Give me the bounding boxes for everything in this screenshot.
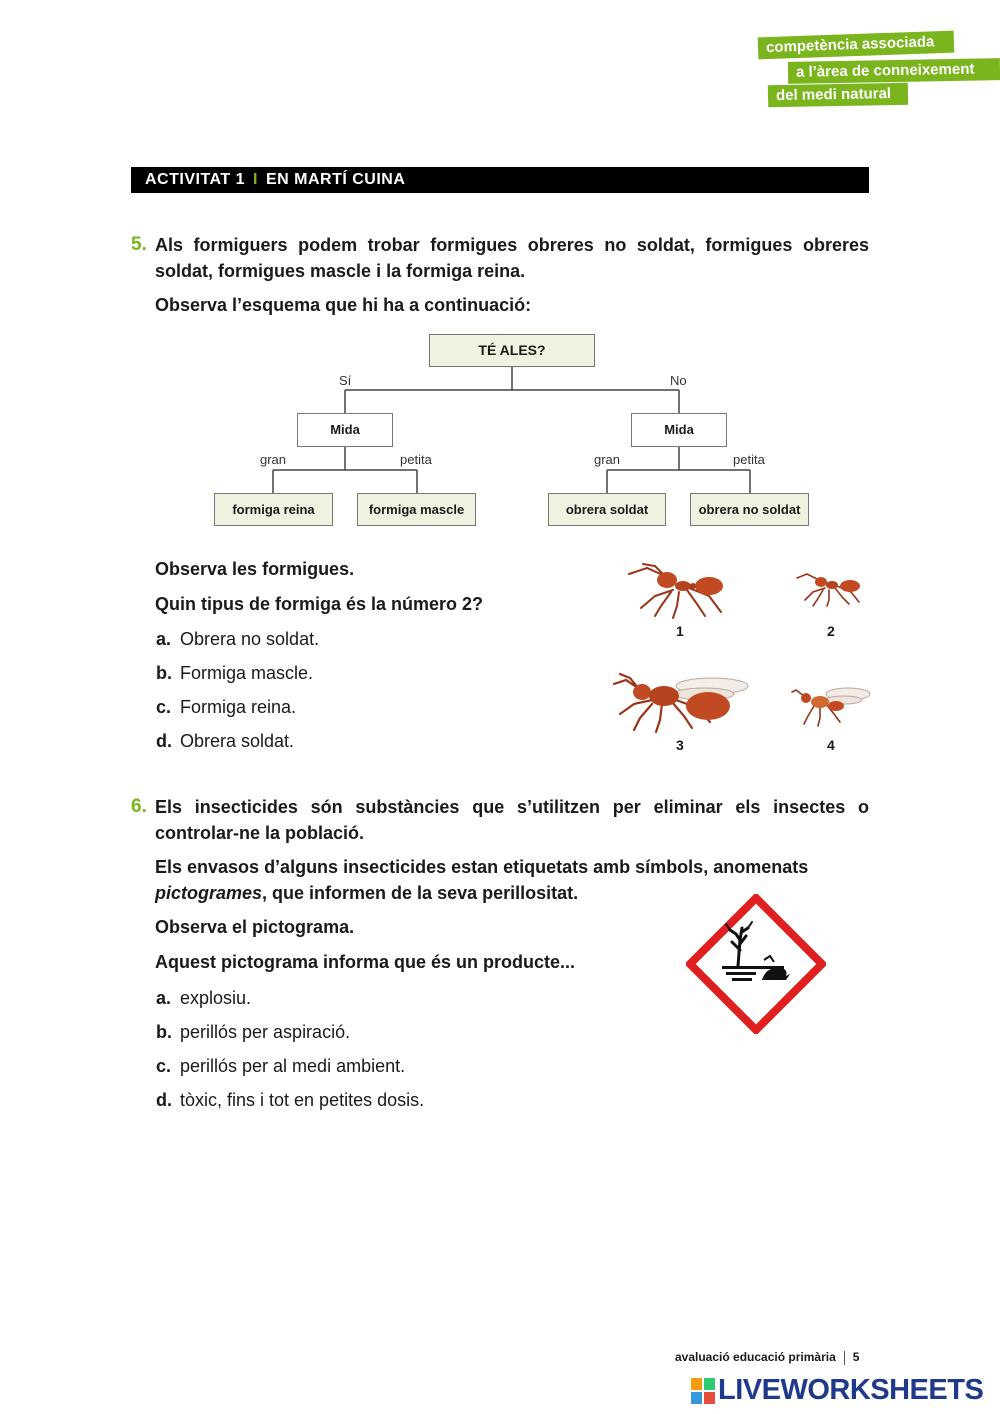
question-6-question: Aquest pictograma informa que és un producte... xyxy=(155,952,576,972)
option-text: Obrera no soldat. xyxy=(180,629,320,649)
competence-tag-2: a l’àrea de conneixement xyxy=(788,58,1000,84)
option-letter: d. xyxy=(156,731,172,751)
footer xyxy=(675,1350,859,1365)
option-letter: b. xyxy=(156,663,172,683)
question-5-option-c[interactable] xyxy=(156,695,296,719)
tree-big-label-right: gran xyxy=(594,452,621,467)
question-5-observe: Observa les formigues. xyxy=(155,559,355,579)
tree-root-node: TÉ ALES? xyxy=(429,334,595,367)
option-text: explosiu. xyxy=(180,988,252,1008)
option-text: Formiga mascle. xyxy=(180,663,314,683)
question-5-option-d[interactable] xyxy=(156,729,294,753)
question-6-option-b[interactable] xyxy=(156,1020,350,1044)
question-6-statement: Els insecticides són substàncies que s’utilitzen per eliminar els insectes o controlar-ne la població. xyxy=(155,797,869,843)
tree-small-label-right: petita xyxy=(733,452,765,467)
liveworksheets-logo-icon xyxy=(691,1378,715,1404)
question-5-statement: Als formiguers podem trobar formigues obreres no soldat, formigues obreres soldat, formigues mascle i la formiga reina. xyxy=(155,235,869,281)
question-6-option-d[interactable] xyxy=(156,1088,424,1112)
tree-leaf-soldier: obrera soldat xyxy=(548,493,666,526)
option-text: Obrera soldat. xyxy=(180,731,295,751)
question-5-option-b[interactable] xyxy=(156,661,313,685)
option-letter: b. xyxy=(156,1022,172,1042)
environment-hazard-icon xyxy=(686,894,826,1034)
ant-1-label: 1 xyxy=(676,623,684,639)
ant-4-image xyxy=(790,684,872,728)
ant-1-image xyxy=(625,562,737,620)
footer-divider xyxy=(844,1351,845,1365)
tree-leaf-queen: formiga reina xyxy=(214,493,333,526)
activity-label: ACTIVITAT 1 xyxy=(145,171,246,188)
labels-text-pre: Els envasos d’alguns insecticides estan etiquetats amb símbols, anomenats xyxy=(155,857,809,877)
ant-2-image xyxy=(795,570,867,608)
page-number: 5 xyxy=(852,1350,860,1364)
question-6-option-a[interactable] xyxy=(156,986,251,1010)
ant-3-image xyxy=(612,672,752,734)
question-6-option-c[interactable] xyxy=(156,1054,405,1078)
activity-title: EN MARTÍ CUINA xyxy=(265,171,406,188)
option-text: tòxic, fins i tot en petites dosis. xyxy=(180,1090,425,1110)
labels-text-post: , que informen de la seva perillositat. xyxy=(262,883,579,903)
question-6-observe: Observa el pictograma. xyxy=(155,917,355,937)
tree-leaf-male: formiga mascle xyxy=(357,493,476,526)
question-5-number: 5. xyxy=(131,234,147,255)
option-text: perillós per al medi ambient. xyxy=(180,1056,406,1076)
question-5-instruction: Observa l’esquema que hi ha a continuació: xyxy=(155,295,532,315)
option-letter: c. xyxy=(156,697,172,717)
option-letter: a. xyxy=(156,629,172,649)
activity-separator: I xyxy=(253,171,258,188)
question-5-question: Quin tipus de formiga és la número 2? xyxy=(155,594,484,614)
option-text: Formiga reina. xyxy=(180,697,297,717)
option-letter: c. xyxy=(156,1056,172,1076)
tree-connectors xyxy=(0,0,1000,540)
tree-yes-label: Sí xyxy=(339,373,352,388)
tree-no-label: No xyxy=(670,373,687,388)
ant-4-label: 4 xyxy=(827,737,835,753)
tree-leaf-non-soldier: obrera no soldat xyxy=(690,493,809,526)
ant-3-label: 3 xyxy=(676,737,684,753)
tree-size-node-left: Mida xyxy=(297,413,393,447)
question-5-option-a[interactable] xyxy=(156,627,319,651)
option-letter: d. xyxy=(156,1090,172,1110)
labels-text-italic: pictogrames xyxy=(155,883,263,903)
tree-big-label-left: gran xyxy=(260,452,287,467)
footer-text: avaluació educació primària xyxy=(675,1350,836,1364)
option-text: perillós per aspiració. xyxy=(180,1022,351,1042)
ant-2-label: 2 xyxy=(827,623,835,639)
competence-tag-3: del medi natural xyxy=(768,83,908,107)
competence-tag-1: competència associada xyxy=(758,31,955,60)
option-letter: a. xyxy=(156,988,172,1008)
tree-size-node-right: Mida xyxy=(631,413,727,447)
tree-small-label-left: petita xyxy=(400,452,432,467)
question-6-number: 6. xyxy=(131,796,147,817)
liveworksheets-brand[interactable]: LIVEWORKSHEETS xyxy=(718,1374,984,1406)
